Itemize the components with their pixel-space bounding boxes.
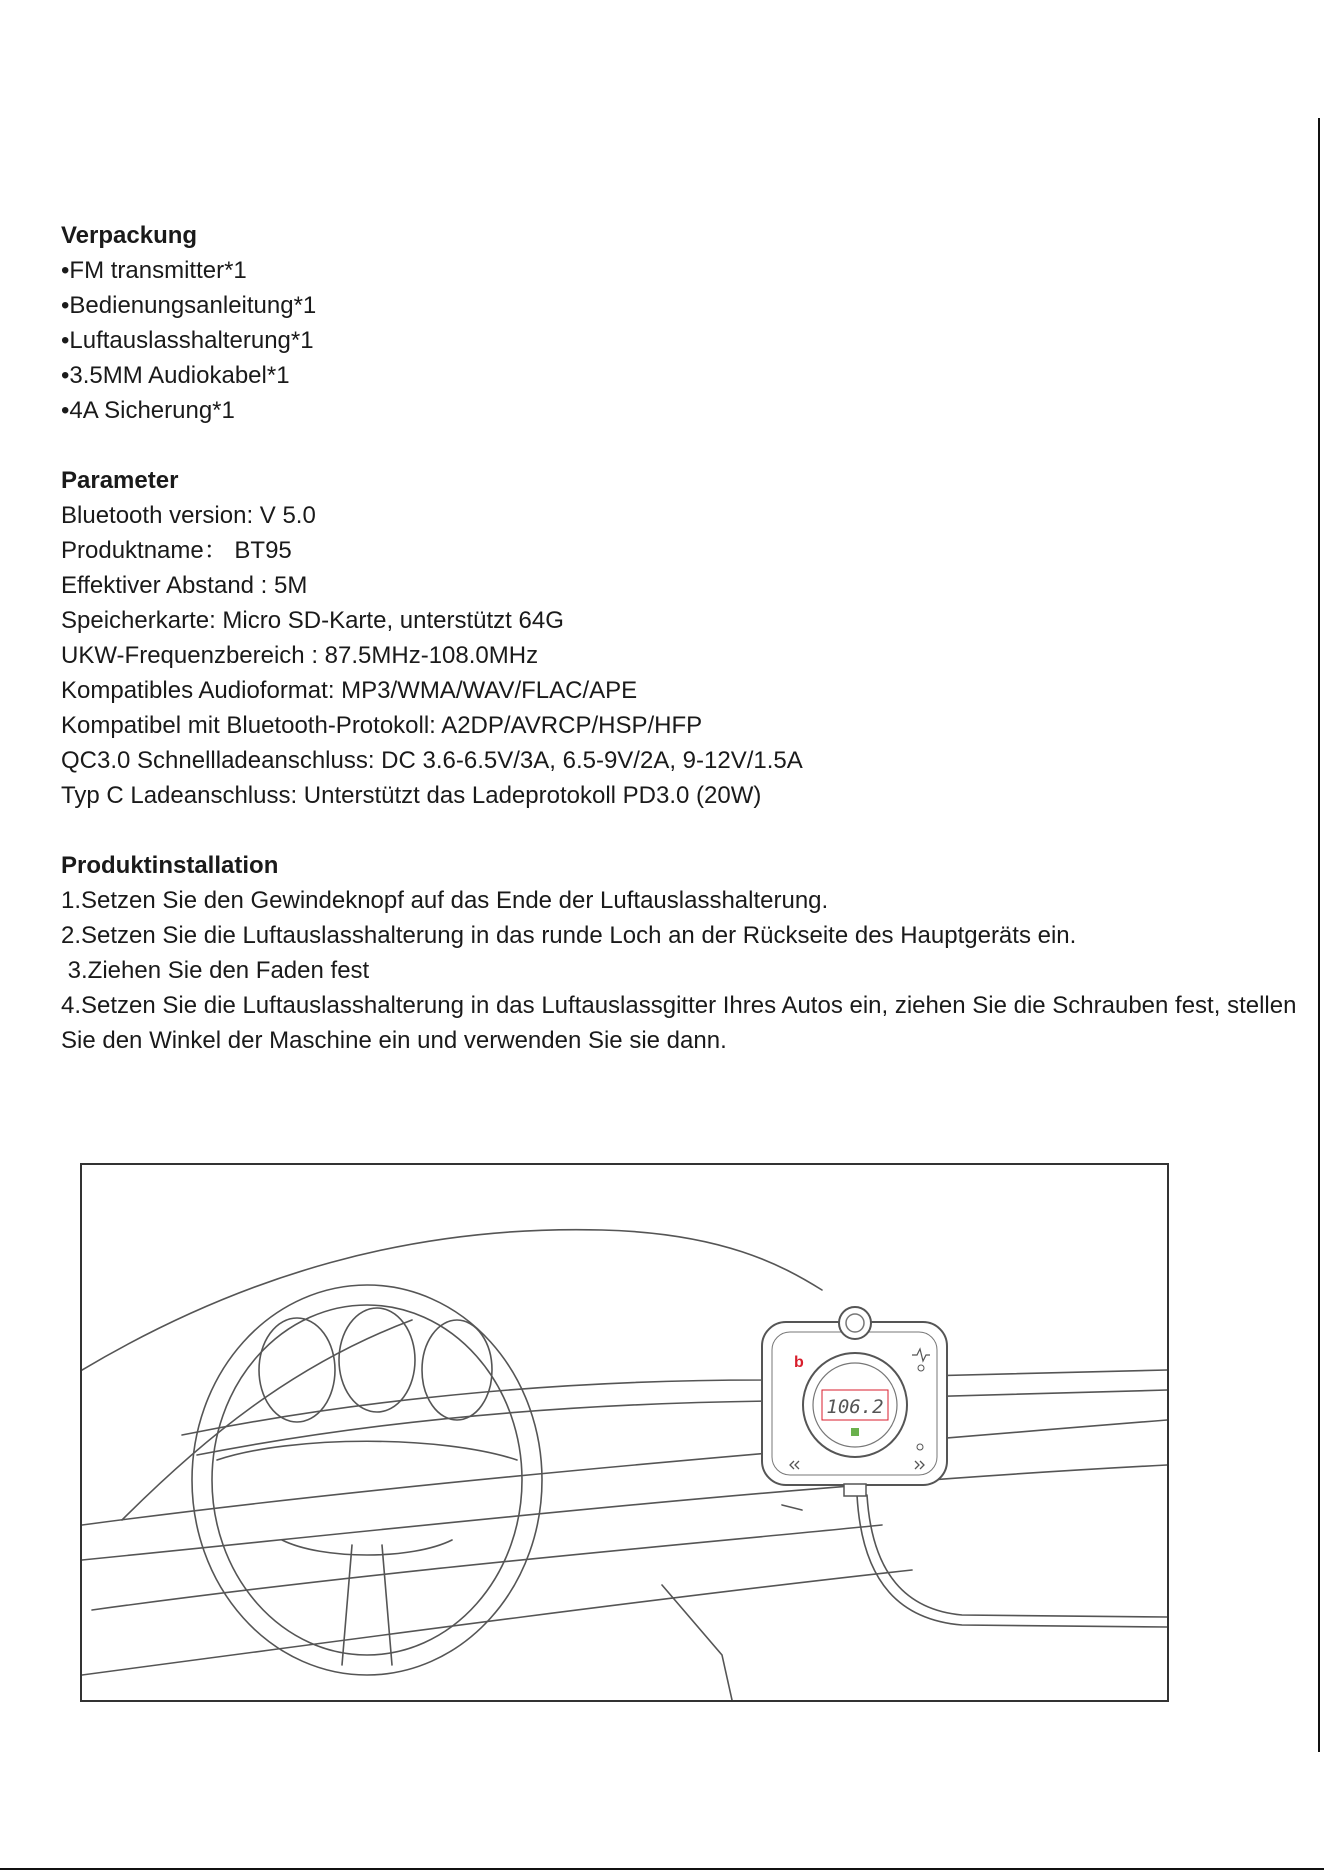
status-indicator <box>851 1428 859 1436</box>
fm-transmitter-device <box>762 1307 947 1496</box>
parameter-line: Speicherkarte: Micro SD-Karte, unterstützt 64G <box>61 607 564 634</box>
parameter-line: Typ C Ladeanschluss: Unterstützt das Ladeprotokoll PD3.0 (20W) <box>61 782 762 809</box>
section-installation <box>61 848 1301 1058</box>
vent-line-upper-2 <box>197 1390 1167 1455</box>
installation-illustration <box>80 1163 1169 1702</box>
right-margin-rule <box>1318 118 1320 1752</box>
console-edge <box>662 1585 732 1700</box>
dash-bottom-line <box>82 1570 912 1675</box>
mic-icon <box>839 1307 871 1339</box>
cable-inner <box>867 1495 1167 1617</box>
steering-wheel-outer <box>192 1285 542 1675</box>
parameter-line: Kompatibles Audioformat: MP3/WMA/WAV/FLAC/APE <box>61 677 638 704</box>
installation-step: 1.Setzen Sie den Gewindeknopf auf das Ende der Luftauslasshalterung. <box>61 887 829 914</box>
packaging-item: •Bedienungsanleitung*1 <box>61 292 317 319</box>
parameter-line: UKW-Frequenzbereich : 87.5MHz-108.0MHz <box>61 642 539 669</box>
usb-connector <box>844 1484 866 1496</box>
document-body <box>61 218 1301 1093</box>
gauge-right <box>422 1320 492 1420</box>
packaging-item: •Luftauslasshalterung*1 <box>61 327 314 354</box>
frequency-text: 106.2 <box>826 1396 884 1418</box>
installation-step: 3.Ziehen Sie den Faden fest <box>61 957 370 984</box>
installation-step: 4.Setzen Sie die Luftauslasshalterung in das Luftauslassgitter Ihres Autos ein, ziehen Sie die Schrauben fest, stellen Sie den Winkel der Maschine ein und verwenden Sie sie dann. <box>61 992 1297 1054</box>
car-dashboard-drawing <box>82 1165 1167 1700</box>
bottom-margin-rule <box>0 1868 1324 1870</box>
installation-heading: Produktinstallation <box>61 852 279 879</box>
installation-step: 2.Setzen Sie die Luftauslasshalterung in das runde Loch an der Rückseite des Hauptgeräts ein. <box>61 922 1077 949</box>
console-mark <box>782 1505 802 1510</box>
steering-column <box>342 1545 392 1665</box>
section-parameters <box>61 463 1301 813</box>
dashboard-top-curve <box>82 1230 822 1370</box>
gauge-left <box>259 1318 335 1422</box>
parameters-heading: Parameter <box>61 467 179 494</box>
parameter-line: Effektiver Abstand : 5M <box>61 572 308 599</box>
parameter-line: QC3.0 Schnellladeanschluss: DC 3.6-6.5V/3A, 6.5-9V/2A, 9-12V/1.5A <box>61 747 803 774</box>
parameter-line: Kompatibel mit Bluetooth-Protokoll: A2DP/AVRCP/HSP/HFP <box>61 712 703 739</box>
gauge-center <box>339 1308 415 1412</box>
bluetooth-logo-icon: b <box>794 1354 804 1371</box>
parameter-line: Produktname： BT95 <box>61 537 292 564</box>
steering-hub <box>282 1540 452 1555</box>
section-packaging <box>61 218 1301 428</box>
dash-panel-line-2 <box>82 1465 1167 1560</box>
cable-outer <box>857 1495 1167 1627</box>
packaging-item: •3.5MM Audiokabel*1 <box>61 362 290 389</box>
packaging-item: •4A Sicherung*1 <box>61 397 235 424</box>
parameter-line: Bluetooth version: V 5.0 <box>61 502 316 529</box>
packaging-heading: Verpackung <box>61 222 198 249</box>
packaging-item: •FM transmitter*1 <box>61 257 247 284</box>
steering-spoke <box>217 1441 517 1460</box>
dash-panel-line <box>82 1420 1167 1525</box>
